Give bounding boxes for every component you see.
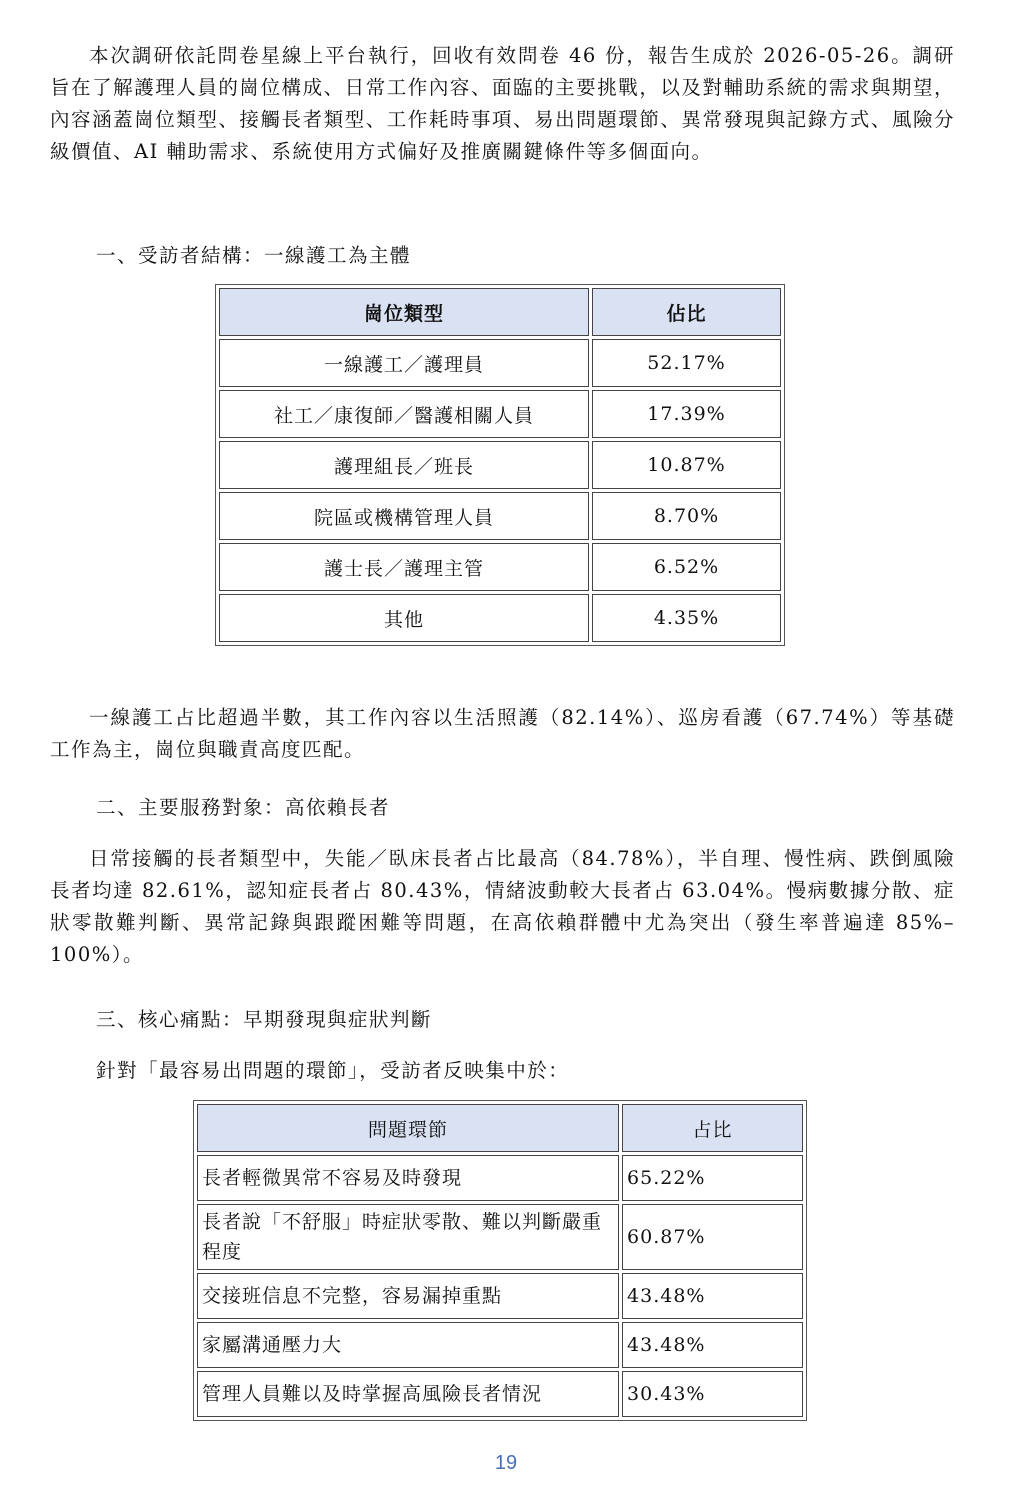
table-row — [197, 1371, 803, 1417]
table-row — [219, 543, 781, 591]
table-cell-share: 8.70% — [592, 492, 781, 540]
column-header-share: 佔比 — [592, 288, 781, 336]
section3-heading: 三、核心痛點：早期發現與症狀判斷 — [96, 1008, 433, 1031]
table-cell-share: 17.39% — [592, 390, 781, 438]
section2-heading: 二、主要服務對象：高依賴長者 — [96, 796, 391, 819]
table-row — [219, 492, 781, 540]
position-type-table — [215, 284, 785, 646]
section1-heading: 一、受訪者結構：一線護工為主體 — [96, 244, 412, 267]
column-header-position-type: 崗位類型 — [219, 288, 589, 336]
section3-lead: 針對「最容易出問題的環節」，受訪者反映集中於： — [96, 1059, 570, 1082]
table-row — [219, 441, 781, 489]
table-cell-share: 4.35% — [592, 594, 781, 642]
table-cell-share: 43.48% — [622, 1273, 803, 1319]
table-cell-problem: 管理人員難以及時掌握高風險長者情況 — [197, 1371, 619, 1417]
table-cell-problem: 長者輕微異常不容易及時發現 — [197, 1155, 619, 1201]
table-row — [197, 1322, 803, 1368]
table-cell-share: 52.17% — [592, 339, 781, 387]
table-row — [219, 339, 781, 387]
table-cell-share: 30.43% — [622, 1371, 803, 1417]
column-header-share: 占比 — [622, 1104, 803, 1152]
table-cell-share: 43.48% — [622, 1322, 803, 1368]
table-cell-position: 護士長／護理主管 — [219, 543, 589, 591]
table-cell-problem: 長者說「不舒服」時症狀零散、難以判斷嚴重程度 — [197, 1204, 619, 1270]
table-cell-position: 一線護工／護理員 — [219, 339, 589, 387]
table-cell-share: 60.87% — [622, 1204, 803, 1270]
table-cell-share: 10.87% — [592, 441, 781, 489]
table-cell-position: 院區或機構管理人員 — [219, 492, 589, 540]
table-row — [219, 390, 781, 438]
page-number: 19 — [494, 1452, 518, 1474]
column-header-problem-area: 問題環節 — [197, 1104, 619, 1152]
problem-area-table — [193, 1100, 807, 1421]
table-cell-position: 社工／康復師／醫護相關人員 — [219, 390, 589, 438]
intro-paragraph: 本次調研依託問卷星線上平台執行，回收有效問卷 46 份，報告生成於 2026-05-26。調研旨在了解護理人員的崗位構成、日常工作內容、面臨的主要挑戰，以及對輔助系統的需求與期望，內容涵蓋崗位類型、接觸長者類型、工作耗時事項、易出問題環節、異常發現與記錄方式、風險分級價值、AI 輔助需求、系統使用方式偏好及推廣關鍵條件等多個面向。 — [50, 44, 955, 163]
table-cell-position: 護理組長／班長 — [219, 441, 589, 489]
table-cell-problem: 家屬溝通壓力大 — [197, 1322, 619, 1368]
table-cell-position: 其他 — [219, 594, 589, 642]
table-cell-share: 65.22% — [622, 1155, 803, 1201]
table-row — [197, 1155, 803, 1201]
section1-paragraph: 一線護工占比超過半數，其工作內容以生活照護（82.14%）、巡房看護（67.74%）等基礎工作為主，崗位與職責高度匹配。 — [50, 706, 955, 761]
table-row — [197, 1204, 803, 1270]
table-header-row — [197, 1104, 803, 1152]
table-header-row — [219, 288, 781, 336]
table-row — [219, 594, 781, 642]
section2-paragraph: 日常接觸的長者類型中，失能／臥床長者占比最高（84.78%），半自理、慢性病、跌倒風險長者均達 82.61%，認知症長者占 80.43%，情緒波動較大長者占 63.04%。慢病數據分散、症狀零散難判斷、異常記錄與跟蹤困難等問題，在高依賴群體中尤為突出（發生率普遍達 85%–100%）。 — [50, 847, 955, 966]
table-row — [197, 1273, 803, 1319]
table-cell-problem: 交接班信息不完整，容易漏掉重點 — [197, 1273, 619, 1319]
table-cell-share: 6.52% — [592, 543, 781, 591]
